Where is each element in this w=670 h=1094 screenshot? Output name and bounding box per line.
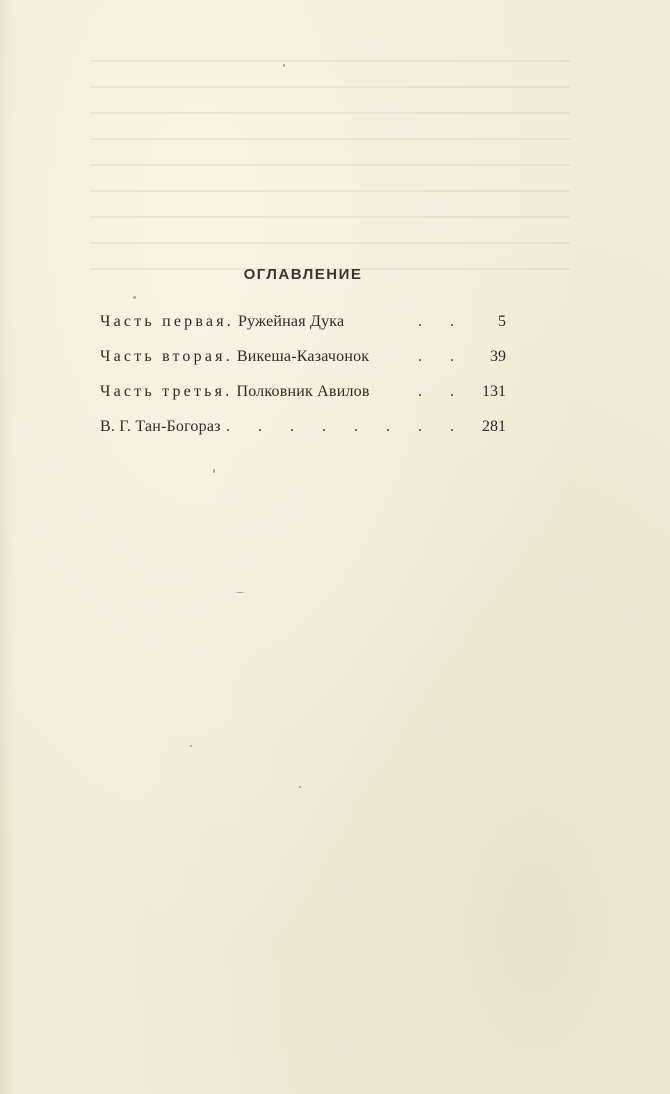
toc-page-number: 39: [490, 348, 506, 365]
toc-leader-dots: . .: [418, 383, 466, 400]
paper-speck: [283, 64, 285, 67]
paper-speck: [190, 745, 192, 747]
paper-speck: [213, 469, 215, 473]
toc-entry-part: Часть третья.: [100, 383, 233, 400]
toc-entry-part: Часть первая.: [100, 313, 234, 330]
toc-leader-dots: . .: [418, 348, 466, 365]
toc-entry-title: Ружейная Дука: [237, 313, 345, 330]
toc-page-number: 281: [482, 418, 506, 435]
toc-entry-title: Викеша-Казачонок: [236, 348, 370, 365]
toc-entry: [100, 313, 506, 348]
toc-entry: [100, 383, 506, 418]
paper-speck: [133, 296, 136, 299]
toc-entry: [100, 418, 506, 453]
toc-leader-dots: . . . . . . . .: [226, 418, 466, 435]
show-through-text: [90, 60, 570, 290]
toc-entry-label: [100, 418, 221, 436]
toc-leader-dots: . .: [418, 313, 466, 330]
toc-entry-title: Полковник Авилов: [236, 383, 370, 400]
paper-speck: [299, 786, 301, 788]
toc-entry-label: [100, 348, 369, 366]
toc-entry-title: В. Г. Тан-Богораз: [100, 418, 221, 435]
toc-heading: ОГЛАВЛЕНИЕ: [243, 266, 363, 283]
toc-entry-label: [100, 313, 344, 331]
toc-entry: [100, 348, 506, 383]
toc-page-number: 131: [482, 383, 506, 400]
toc-entry-part: Часть вторая.: [100, 348, 233, 365]
toc-page-number: 5: [498, 313, 506, 330]
table-of-contents: [100, 313, 506, 453]
toc-entry-label: [100, 383, 370, 401]
paper-speck: [236, 592, 244, 593]
